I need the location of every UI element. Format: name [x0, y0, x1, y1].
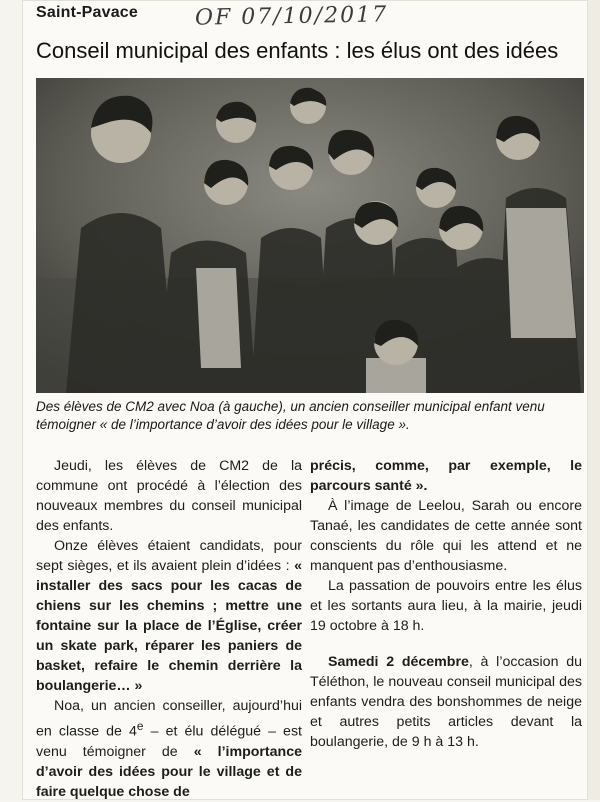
- quote-close: ».: [411, 478, 428, 494]
- paragraph-2-intro: Onze élèves étaient candidats, pour sept sièges, et ils avaient plein d’idées :: [36, 538, 302, 574]
- article-column-right: [310, 456, 582, 752]
- paragraph-5: La passation de pouvoirs entre les élus et les sortants aura lieu, à la mairie, jeudi 19 octobre à 18 h.: [310, 578, 582, 634]
- paragraph-4: À l’image de Leelou, Sarah ou encore Tanaé, les candidates de cette année sont conscients du rôle qui les attend et ne manquent pas d’enthousiasme.: [310, 498, 582, 574]
- paragraph-1: Jeudi, les élèves de CM2 de la commune ont procédé à l’élection des nouveaux membres du conseil municipal des enfants.: [36, 458, 302, 534]
- noa-quote-start: « l’importance d’avoir des idées pour le village et de faire quelque chose de: [36, 743, 302, 800]
- paragraph-spacer: [310, 636, 582, 652]
- photo-caption: Des élèves de CM2 avec Noa (à gauche), un ancien conseiller municipal enfant venu témoigner « de l’importance d’avoir des idées pour le village ».: [36, 399, 545, 432]
- event-date: Samedi 2 décembre: [328, 654, 469, 670]
- adjacent-column-edge: [588, 0, 600, 800]
- event-details: , à l’occasion du Téléthon, le nouveau conseil municipal des enfants vendra des bonshommes de neige et autres petits articles devant la boulangerie, de 9 h à 13 h.: [310, 654, 582, 750]
- section-label: Saint-Pavace: [36, 4, 139, 21]
- noa-quote-end: précis, comme, par exemple, le parcours santé: [310, 458, 582, 494]
- article-column-left: [36, 456, 302, 802]
- paragraph-3-intro: Noa, un ancien conseiller, aujourd’hui en classe de 4: [36, 698, 302, 740]
- children-ideas-quote: « installer des sacs pour les cacas de chiens sur les chemins ; mettre une fontaine sur la place de l’Église, créer un skate park, réparer les paniers de basket, refaire le chemin derrière la boulangerie… »: [36, 558, 302, 694]
- children-group-illustration: [36, 78, 584, 393]
- group-photo: [36, 78, 584, 393]
- article-headline: Conseil municipal des enfants : les élus ont des idées: [36, 38, 559, 63]
- ordinal-superscript: e: [136, 719, 144, 733]
- paragraph-3-middle: – et élu délégué – est venu témoigner de: [36, 723, 302, 760]
- paragraph-3-continued: [310, 456, 582, 496]
- handwritten-date-note: OF 07/10/2017: [194, 2, 389, 31]
- paragraph-3: [36, 696, 302, 802]
- paragraph-2: [36, 536, 302, 696]
- paragraph-6: [310, 652, 582, 752]
